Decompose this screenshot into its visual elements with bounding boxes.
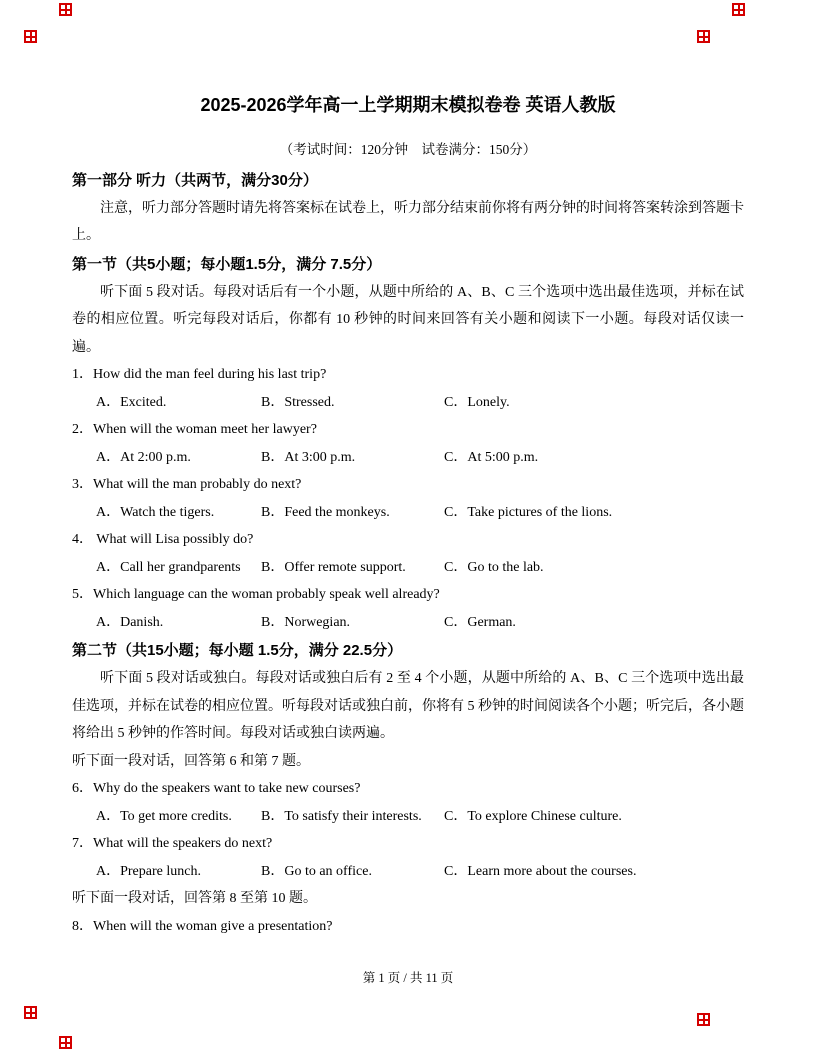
option-b: B．At 3:00 p.m. <box>261 449 356 465</box>
option-a: A．Call her grandparents <box>96 559 241 575</box>
question-options <box>72 609 744 637</box>
question-options <box>72 499 744 527</box>
dialogue-cue-8-10: 听下面一段对话，回答第 8 至第 10 题。 <box>72 891 317 906</box>
option-a: A．Watch the tigers. <box>96 504 215 520</box>
question-options <box>72 444 744 472</box>
page-number: 第 1 页 / 共 11 页 <box>362 971 454 985</box>
option-a: A．To get more credits. <box>96 808 232 824</box>
option-c: C．Learn more about the courses. <box>444 863 637 879</box>
option-a: A．Prepare lunch. <box>96 863 201 879</box>
option-a: A．Excited. <box>96 394 167 410</box>
section2-instructions: 听下面 5 段对话或独白。每段对话或独白后有 2 至 4 个小题，从题中所给的 A、B、C 三个选项中选出最佳选项，并标在试卷的相应位置。听每段对话或独白前，你将有 5 秒钟的时间阅读各个小题；听完后，各小题将给出 5 秒钟的作答时间。每段对话或独白读两遍。 <box>72 671 744 741</box>
question-text: 6．Why do the speakers want to take new courses? <box>72 781 361 796</box>
question-2 <box>72 416 744 471</box>
question-7 <box>72 830 744 885</box>
question-3 <box>72 471 744 526</box>
listening-notice: 注意，听力部分答题时请先将答案标在试卷上，听力部分结束前你将有两分钟的时间将答案转涂到答题卡上。 <box>72 200 744 243</box>
question-text: 1．How did the man feel during his last trip? <box>72 367 327 382</box>
question-6 <box>72 775 744 830</box>
option-a: A．At 2:00 p.m. <box>96 449 191 465</box>
option-b: B．Norwegian. <box>261 614 351 630</box>
question-options <box>72 858 744 886</box>
question-text: 7．What will the speakers do next? <box>72 836 273 851</box>
question-5 <box>72 581 744 636</box>
question-text: 4． What will Lisa possibly do? <box>72 532 254 547</box>
exam-info-line: （考试时间：120分钟 试卷满分：150分） <box>279 142 537 157</box>
dialogue-cue-6-7: 听下面一段对话，回答第 6 和第 7 题。 <box>72 753 310 769</box>
option-b: B．Go to an office. <box>261 863 372 879</box>
question-options <box>72 389 744 417</box>
question-8 <box>72 913 744 941</box>
question-text: 2．When will the woman meet her lawyer? <box>72 422 317 437</box>
part1-heading: 第一部分 听力（共两节，满分30分） <box>72 171 318 189</box>
option-c: C．German. <box>444 614 516 630</box>
option-c: C．Take pictures of the lions. <box>444 504 613 520</box>
question-text: 8．When will the woman give a presentation? <box>72 918 333 934</box>
option-c: C．Go to the lab. <box>444 559 544 575</box>
question-text: 3．What will the man probably do next? <box>72 477 302 492</box>
option-c: C．At 5:00 p.m. <box>444 449 539 465</box>
question-4 <box>72 526 744 581</box>
option-b: B．To satisfy their interests. <box>261 808 422 824</box>
question-1 <box>72 361 744 416</box>
option-c: C．To explore Chinese culture. <box>444 808 622 824</box>
option-b: B．Feed the monkeys. <box>261 504 390 520</box>
exam-title: 2025-2026学年高一上学期期末模拟卷卷 英语人教版 <box>200 95 616 115</box>
section2-heading: 第二节（共15小题；每小题 1.5分，满分 22.5分） <box>72 642 403 659</box>
question-options <box>72 803 744 831</box>
option-b: B．Offer remote support. <box>261 559 406 575</box>
question-options <box>72 554 744 582</box>
section1-heading: 第一节（共5小题；每小题1.5分，满分 7.5分） <box>72 255 382 273</box>
option-c: C．Lonely. <box>444 394 510 410</box>
question-text: 5．Which language can the woman probably speak well already? <box>72 587 440 602</box>
option-b: B．Stressed. <box>261 394 335 410</box>
section1-instructions: 听下面 5 段对话。每段对话后有一个小题，从题中所给的 A、B、C 三个选项中选出最佳选项，并标在试卷的相应位置。听完每段对话后，你都有 10 秒钟的时间来回答有关小题和阅读下一小题。每段对话仅读一遍。 <box>72 284 744 355</box>
option-a: A．Danish. <box>96 614 164 630</box>
